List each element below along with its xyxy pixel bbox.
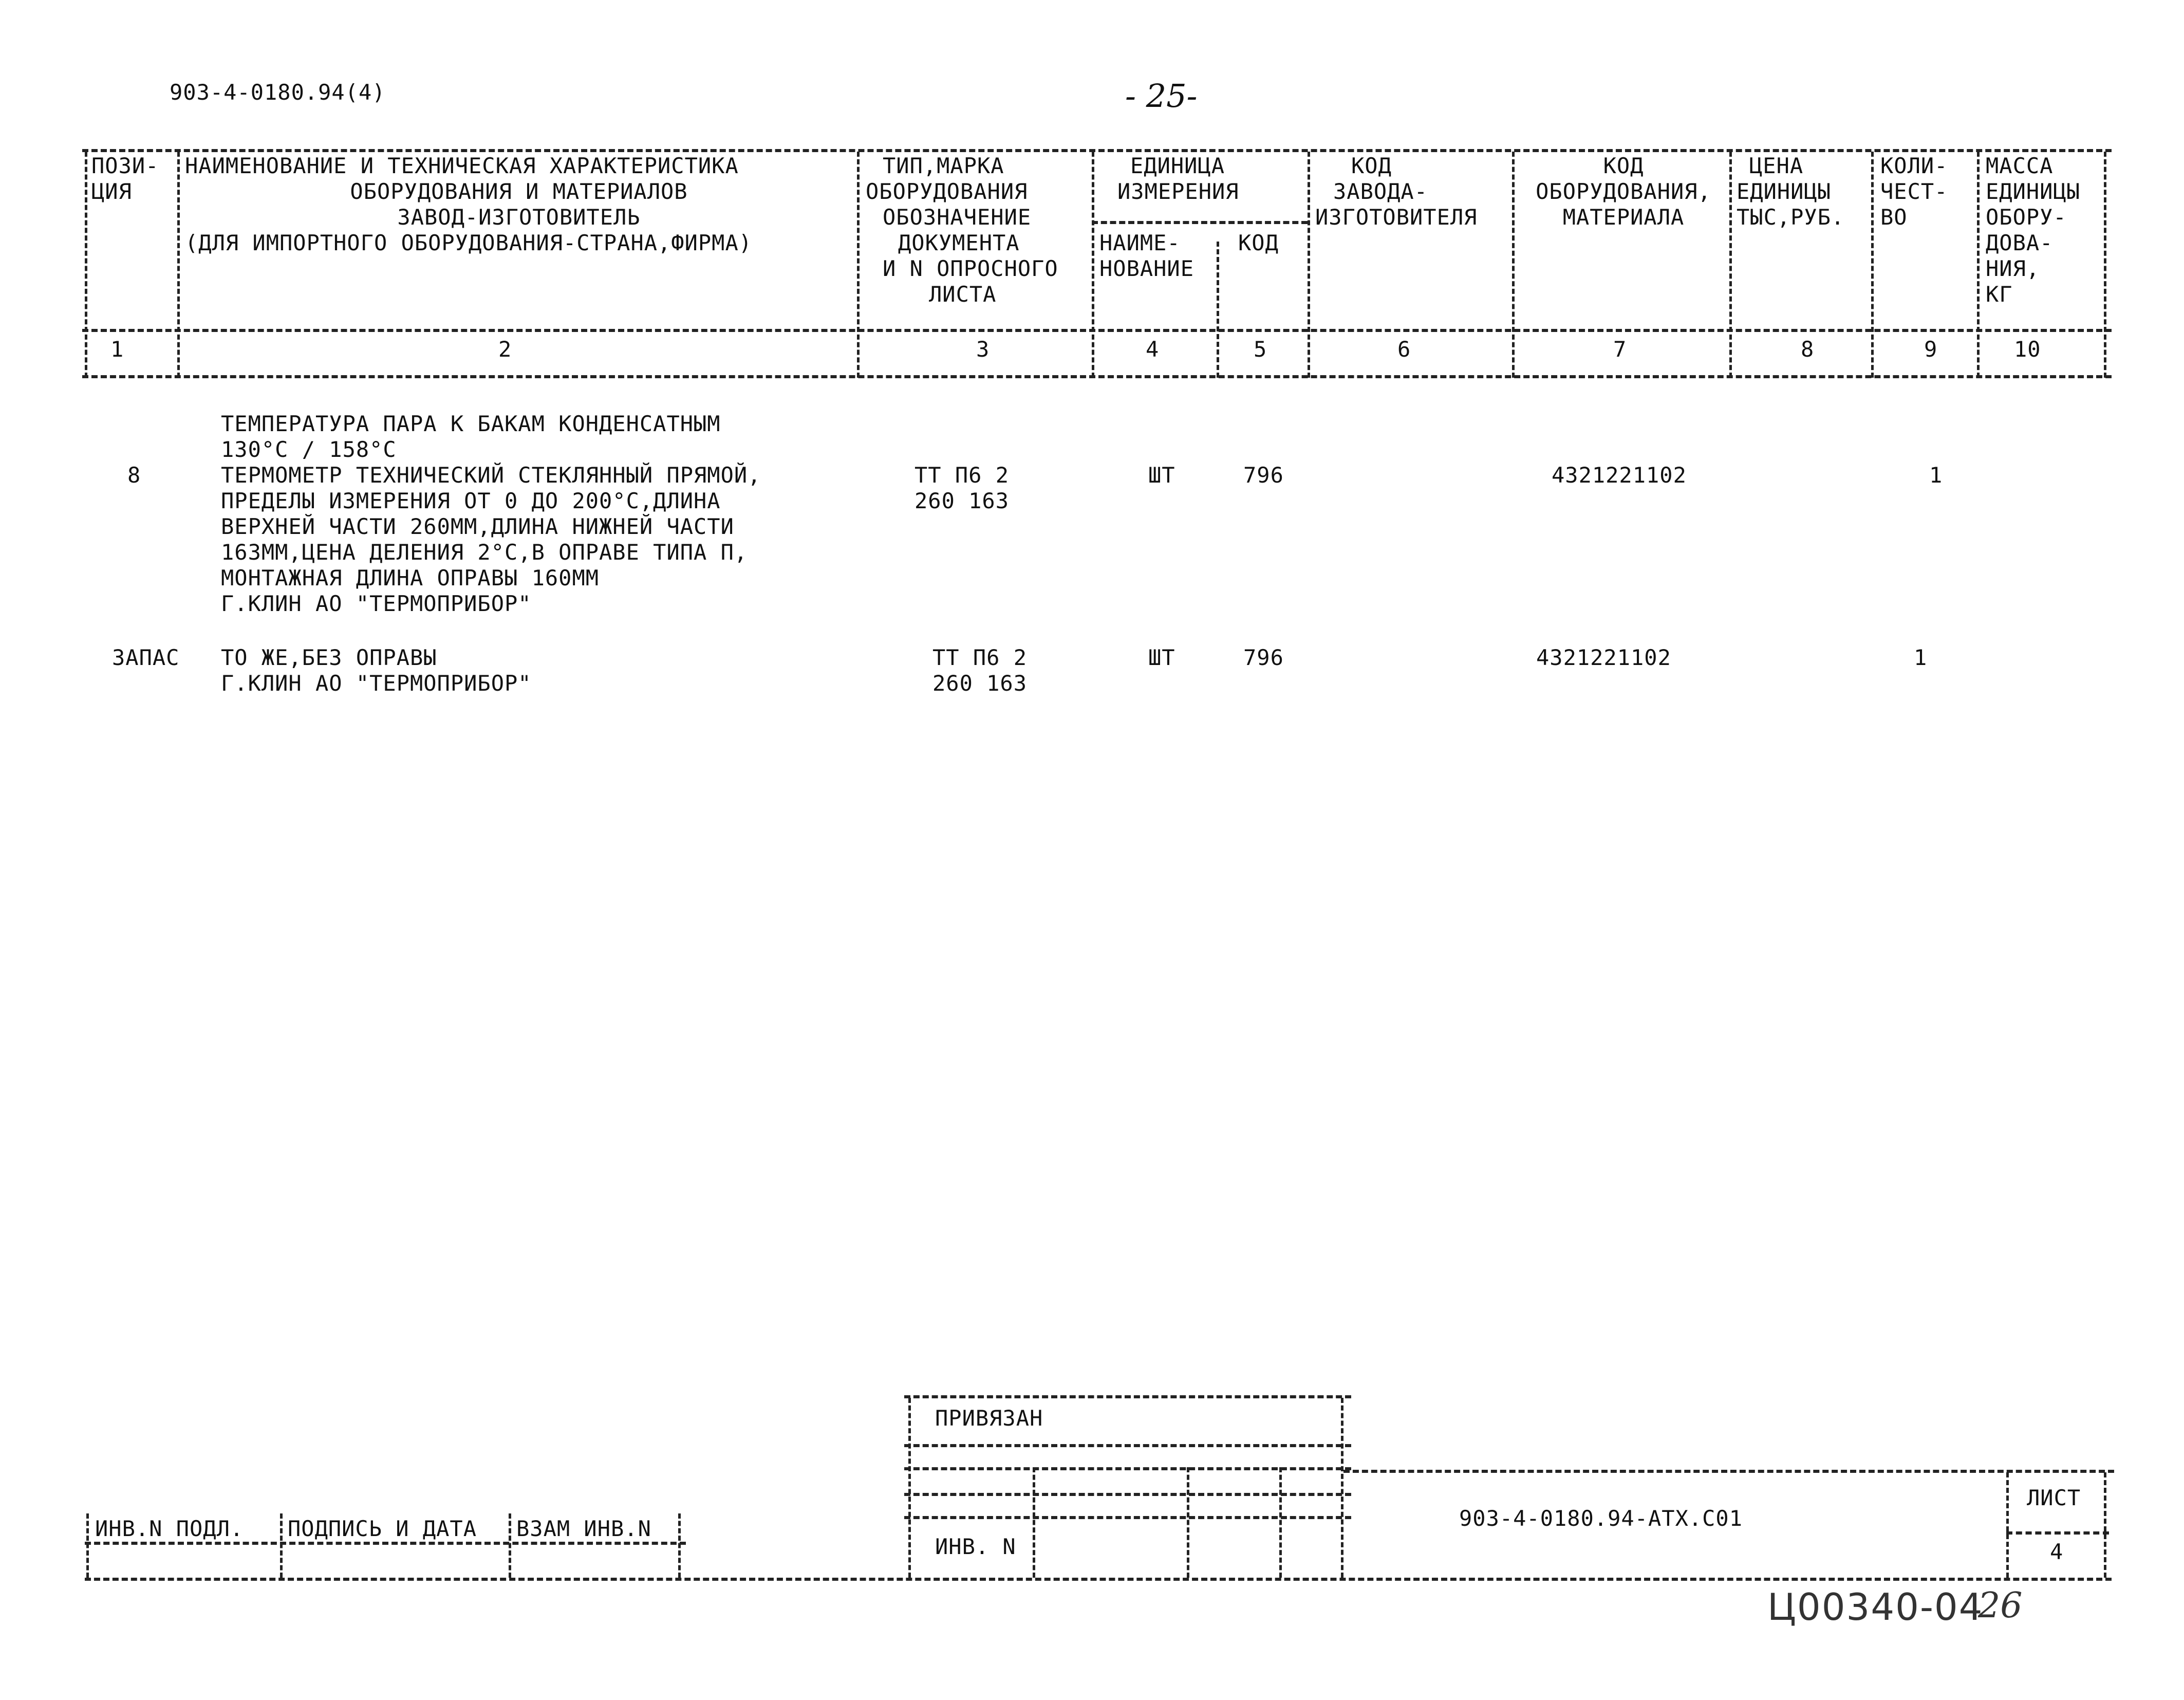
title-block-bottom-border [85, 1578, 2112, 1581]
colnum-8: 8 [1801, 337, 1815, 362]
grid-vline-5-6 [1308, 152, 1310, 378]
grid-vline-1-2 [177, 152, 180, 378]
colnum-5: 5 [1254, 337, 1267, 362]
document-code-top: 903-4-0180.94(4) [170, 80, 386, 105]
sheet-number: 4 [2050, 1539, 2064, 1564]
privyazan-label: ПРИВЯЗАН [935, 1406, 1043, 1431]
row-name-line: ВЕРХНЕЙ ЧАСТИ 260ММ,ДЛИНА НИЖНЕЙ ЧАСТИ [221, 514, 734, 539]
row-name-line: Г.КЛИН АО "ТЕРМОПРИБОР" [221, 591, 532, 616]
header-top-border [82, 149, 2112, 152]
colnum-6: 6 [1397, 337, 1411, 362]
colnum-2: 2 [498, 337, 512, 362]
row-name-line: ТО ЖЕ,БЕЗ ОПРАВЫ [221, 645, 437, 670]
row-quantity: 1 [1929, 463, 1943, 488]
grid-vline-6-7 [1512, 152, 1515, 378]
sheet-label: ЛИСТ [2027, 1485, 2081, 1510]
colnum-10: 10 [2014, 337, 2041, 362]
row-unit: ШТ [1148, 645, 1175, 670]
row-name-line: ТЕРМОМЕТР ТЕХНИЧЕСКИЙ СТЕКЛЯННЫЙ ПРЯМОЙ, [221, 463, 761, 488]
colnum-9: 9 [1924, 337, 1938, 362]
row-material-code: 4321221102 [1536, 645, 1671, 670]
row-type-line: ТТ П6 2 [932, 645, 1028, 670]
grid-vline-2-3 [857, 152, 860, 378]
row-type-line: 260 163 [932, 671, 1028, 696]
row-type-line: ТТ П6 2 [914, 463, 1010, 488]
handwritten-page-number: 26 [1978, 1585, 2023, 1626]
grid-vline-8-9 [1871, 152, 1874, 378]
unit-group-divider [1092, 221, 1308, 224]
grid-vline-4-5 [1217, 242, 1219, 378]
colnum-7: 7 [1613, 337, 1627, 362]
row-unit-code: 796 [1243, 463, 1284, 488]
doc-code: 903-4-0180.94-АТХ.С01 [1459, 1506, 1743, 1531]
row-name-line: Г.КЛИН АО "ТЕРМОПРИБОР" [221, 671, 532, 696]
row-name-line: МОНТАЖНАЯ ДЛИНА ОПРАВЫ 160ММ [221, 565, 600, 590]
vzam-label: ВЗАМ ИНВ.N [516, 1516, 651, 1541]
grid-vline-right [2104, 152, 2106, 378]
row-position: 8 [127, 463, 141, 488]
row-name-line: 163ММ,ЦЕНА ДЕЛЕНИЯ 2°C,В ОПРАВЕ ТИПА П, [221, 540, 748, 565]
inv-n-label: ИНВ. N [935, 1534, 1016, 1559]
row-type-line: 260 163 [914, 488, 1010, 513]
grid-vline-7-8 [1729, 152, 1732, 378]
colnum-1: 1 [110, 337, 124, 362]
grid-vline-9-10 [1977, 152, 1980, 378]
inv-podl-label: ИНВ.N ПОДЛ. [95, 1516, 244, 1541]
handwritten-archive-number: Ц00340-04 [1767, 1585, 1984, 1629]
row-unit: ШТ [1148, 463, 1175, 488]
row-name-line: ПРЕДЕЛЫ ИЗМЕРЕНИЯ ОТ 0 ДО 200°C,ДЛИНА [221, 488, 721, 513]
colnum-3: 3 [976, 337, 990, 362]
row-quantity: 1 [1914, 645, 1928, 670]
row-unit-code: 796 [1243, 645, 1284, 670]
colnum-4: 4 [1146, 337, 1160, 362]
row-material-code: 4321221102 [1552, 463, 1687, 488]
header-bottom-border [82, 329, 2112, 332]
grid-vline-left [85, 152, 87, 378]
column-numbers-bottom-border [82, 375, 2112, 378]
grid-vline-3-4 [1092, 152, 1094, 378]
row-position: ЗАПАС [112, 645, 180, 670]
page-number: - 25- [1125, 77, 1198, 115]
podpis-label: ПОДПИСЬ И ДАТА [288, 1516, 477, 1541]
